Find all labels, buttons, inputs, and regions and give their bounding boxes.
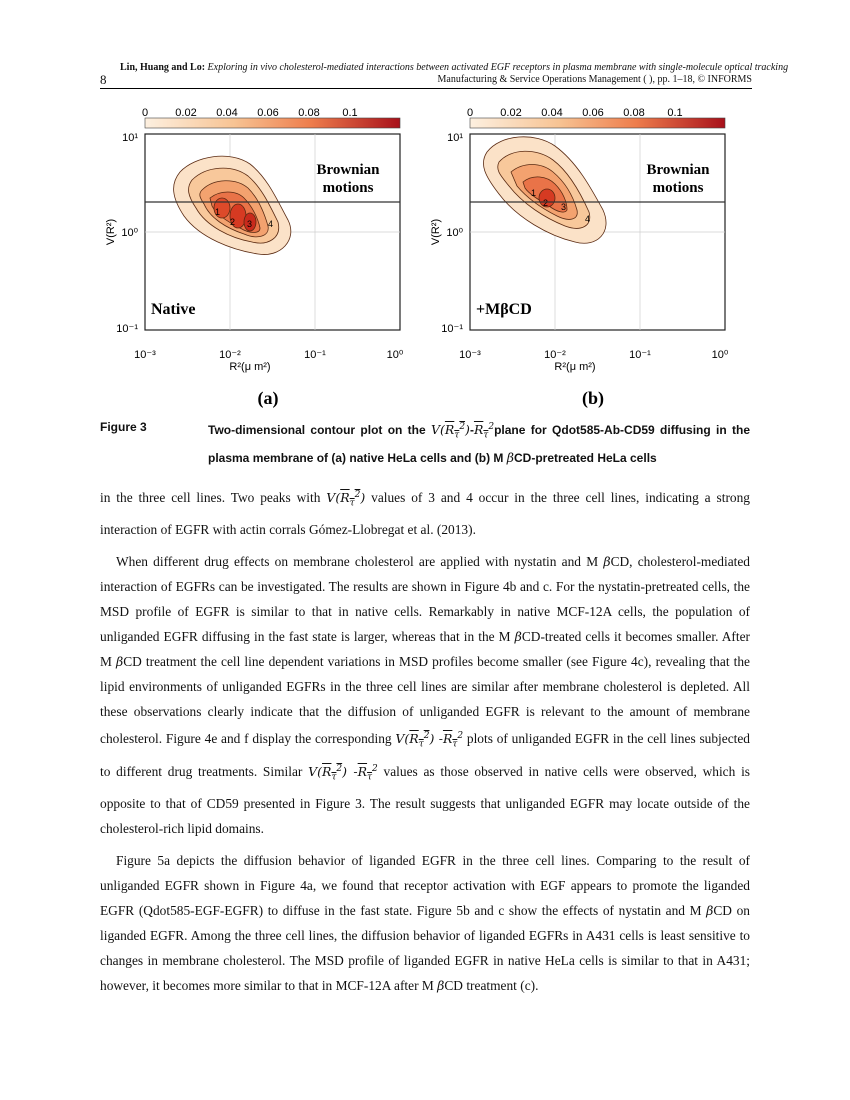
colorbar [142, 107, 400, 128]
x-tick: 10⁰ [711, 349, 729, 361]
x-tick: 10⁰ [386, 349, 404, 361]
x-tick: 10⁻¹ [629, 349, 651, 361]
peak-label: 2 [230, 217, 236, 227]
colorbar-tick: 0 [141, 107, 149, 119]
text-segment: Figure 5a depicts the diffusion behavior of liganded EGFR in the three cell lines. Comparing to the result of unliganded EGFR shown in Figure 4a, we found that receptor activation with EGF appears to promote the liganded EGFR (Qdot585-EGF-EGFR) to diffuse in the fast state. Figure 5b and c show the effects of nystatin and M [100, 852, 750, 918]
peak-label: 1 [531, 188, 537, 198]
text-segment: plots of unliganded EGFR in the cell lines subjected to different drug treatments. Similar [100, 730, 751, 780]
text-segment: in the three cell lines. Two peaks with [100, 490, 327, 506]
x-tick: 10⁻² [219, 349, 241, 361]
colorbar-tick: 0.08 [623, 107, 645, 119]
beta-symbol: β [506, 449, 514, 465]
panel-a [105, 107, 404, 409]
region-label: Brownian [646, 162, 710, 178]
paragraph [100, 483, 750, 542]
caption-segment: CD-pretreated HeLa cells [513, 450, 657, 465]
colorbar-tick: 0.06 [257, 107, 279, 119]
x-tick: 10⁻¹ [304, 349, 326, 361]
region-label: motions [652, 180, 704, 196]
beta-symbol: β [514, 628, 522, 644]
caption-segment: Two-dimensional contour plot on the [208, 423, 431, 438]
peak-label: 4 [585, 214, 591, 224]
colorbar-tick: 0.02 [175, 107, 197, 119]
paragraph [100, 848, 750, 998]
beta-symbol: β [437, 977, 445, 993]
condition-label: Native [151, 301, 196, 318]
x-axis-label: R²(μ m²) [229, 361, 271, 373]
beta-symbol: β [116, 653, 124, 669]
y-tick: 10⁻¹ [441, 323, 463, 335]
colorbar [467, 107, 725, 128]
panel-letter: (a) [257, 388, 279, 408]
x-axis-label: R²(μ m²) [554, 361, 596, 373]
colorbar-tick: 0 [466, 107, 474, 119]
text-segment: CD treatment (c). [444, 977, 539, 993]
math-expression: $R_\tau^2$ [473, 422, 495, 441]
peak-label: 4 [268, 219, 274, 229]
x-tick: 10⁻² [544, 349, 566, 361]
y-tick: 10¹ [447, 132, 463, 144]
text-segment: values of 3 and 4 occur in the three cell lines, indicating a strong interaction of EGFR with actin corrals Gómez-Llobregat et al. (2013). [100, 490, 750, 537]
y-tick: 10¹ [122, 132, 138, 144]
running-header [120, 62, 789, 73]
colorbar-tick: 0.04 [541, 107, 563, 119]
text-segment: CD treatment the cell line dependent variations in MSD profiles become smaller (see Figure 4c), revealing that the lipid environments of unliganded EGFRs in the three cell lines are similar after membrane cholesterol is depleted. All these observations clearly indicate that the diffusion of unliganded EGFR is relevant to the amount of membrane cholesterol. Figure 4e and f display the corresponding [100, 653, 750, 746]
panel-letter: (b) [582, 388, 604, 408]
x-tick: 10⁻³ [134, 349, 156, 361]
peak-label: 1 [215, 207, 221, 217]
text-segment: CD-treated cells it becomes smaller. After M [100, 628, 750, 669]
panel-b [430, 107, 729, 409]
peak-label: 2 [543, 198, 549, 208]
math-expression: $V(R_\tau^2)$ [431, 422, 470, 441]
math-expression: $V(R_\tau^2)$ [326, 490, 366, 509]
text-segment: values as those observed in native cells were observed, which is opposite to that of CD59 presented in Figure 3. The result suggests that unliganded EGFR may locate outside of the cholesterol-rich lipid domains. [100, 764, 751, 836]
y-tick: 10⁰ [121, 227, 138, 239]
y-axis-label: V(R²) [430, 218, 442, 246]
header-authors: Lin, Huang and Lo: [120, 62, 206, 73]
body-text [100, 483, 750, 1005]
beta-symbol: β [706, 902, 714, 918]
colorbar-tick: 0.04 [216, 107, 238, 119]
text-segment: When different drug effects on membrane cholesterol are applied with nystatin and M [116, 553, 604, 569]
y-axis-label: V(R²) [105, 218, 117, 246]
page-number: 8 [100, 72, 107, 87]
y-tick: 10⁻¹ [116, 323, 138, 335]
math-expression: $V(R_\tau^2)$ $-R_\tau^2$ [395, 730, 464, 750]
paragraph [100, 549, 750, 841]
condition-label: +MβCD [476, 301, 532, 318]
colorbar-tick: 0.02 [500, 107, 522, 119]
journal-info: Manufacturing & Service Operations Management ( ), pp. 1–18, © INFORMS [437, 74, 752, 85]
region-label: Brownian [316, 162, 380, 178]
caption-text: Two-dimensional contour plot on the $V(R_\tau^2)-R_\tau^2plane$ for Qdot585-Ab-CD59 diffusing in the plasma membrane of (a) native HeLa cells and (b) M βCD-pretreated HeLa cells [208, 422, 750, 465]
beta-symbol: β [603, 553, 611, 569]
caption-segment: plane for Qdot585-Ab-CD59 diffusing in the plasma membrane of (a) native HeLa cells and (b) M [208, 423, 750, 465]
text-segment: CD, cholesterol-mediated interaction of EGFRs can be investigated. The results are shown in Figure 4b and c. For the nystatin-pretreated cells, the MSD profile of EGFR is similar to that in native cells. Remarkably in native MCF-12A cells, the population of unliganded EGFR diffusing in the fast state is larger, whereas that in the M [100, 553, 750, 644]
region-label: motions [322, 180, 374, 196]
peak-label: 3 [561, 202, 567, 212]
y-tick: 10⁰ [446, 227, 463, 239]
colorbar-tick: 0.08 [298, 107, 320, 119]
header-rule [100, 88, 752, 89]
text-segment: CD on liganded EGFR. Among the three cell lines, the diffusion behavior of liganded EGFRs in A431 cells is least sensitive to changes in membrane cholesterol. The MSD profile of liganded EGFR in native HeLa cells is similar to that in A431; however, it becomes more similar to that in MCF-12A after M [100, 902, 750, 993]
caption-number: Figure 3 [100, 420, 147, 434]
colorbar-tick: 0.1 [342, 107, 358, 119]
figure-3 [100, 98, 750, 410]
colorbar-tick: 0.06 [582, 107, 604, 119]
figure-caption [100, 417, 750, 469]
colorbar-tick: 0.1 [667, 107, 683, 119]
header-title: Exploring in vivo cholesterol-mediated interactions between activated EGF receptors in plasma membrane with single-molecule optical tracking [207, 62, 789, 73]
math-expression: $V(R_\tau^2)$ $-R_\tau^2$ [308, 764, 378, 783]
x-tick: 10⁻³ [459, 349, 481, 361]
peak-label: 3 [247, 219, 253, 229]
